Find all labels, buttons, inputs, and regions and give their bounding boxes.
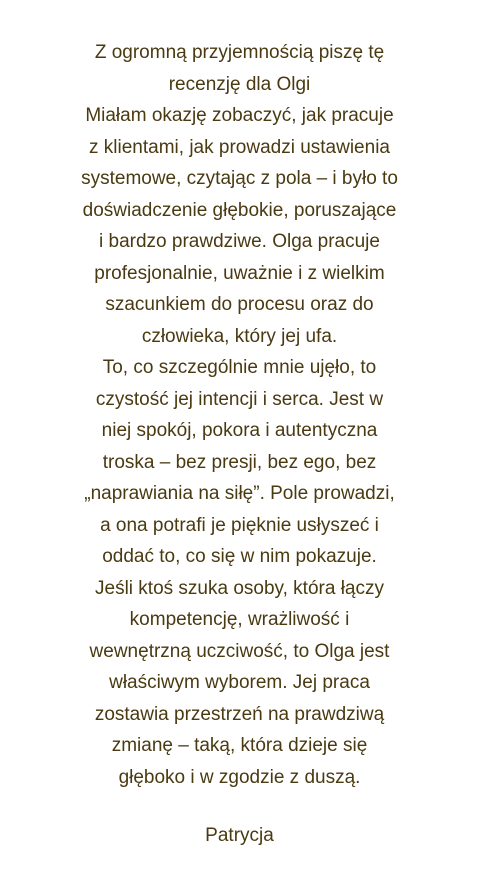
review-line: Miałam okazję zobaczyć, jak pracuje <box>85 105 394 126</box>
review-line: szacunkiem do procesu oraz do <box>105 294 374 315</box>
review-line: „naprawiania na siłę”. Pole prowadzi, <box>84 483 395 504</box>
review-line: troska – bez presji, bez ego, bez <box>102 451 377 473</box>
review-line: To, co szczególnie mnie ujęło, to <box>102 357 377 378</box>
review-line: recenzję dla Olgi <box>168 73 311 95</box>
review-line: i bardzo prawdziwe. Olga pracuje <box>99 231 380 252</box>
review-line: głęboko i w zgodzie z duszą. <box>118 766 361 788</box>
review-line: oddać to, co się w nim pokazuje. <box>102 546 377 567</box>
review-line: a ona potrafi je pięknie usłyszeć i <box>100 514 379 536</box>
review-line: Jeśli ktoś szuka osoby, która łączy <box>95 577 384 599</box>
review-text <box>10 37 470 852</box>
review-line: niej spokój, pokora i autentyczna <box>101 420 378 441</box>
review-line: Z ogromną przyjemnością piszę tę <box>94 42 385 63</box>
review-line: kompetencję, wrażliwość i <box>129 609 350 630</box>
review-line: czystość jej intencji i serca. Jest w <box>95 388 384 410</box>
review-signature: Patrycja <box>205 825 274 846</box>
review-line: właściwym wyborem. Jej praca <box>109 672 370 693</box>
review-line: systemowe, czytając z pola – i było to <box>81 168 398 189</box>
review-line: doświadczenie głębokie, poruszające <box>82 199 397 221</box>
review-line: zmianę – taką, która dzieje się <box>111 735 368 756</box>
review-line: profesjonalnie, uważnie i z wielkim <box>94 262 385 284</box>
review-line: człowieka, który jej ufa. <box>141 325 338 347</box>
review-line: zostawia przestrzeń na prawdziwą <box>94 703 385 725</box>
review-line: z klientami, jak prowadzi ustawienia <box>89 136 390 158</box>
review-line: wewnętrzną uczciwość, to Olga jest <box>89 640 390 662</box>
